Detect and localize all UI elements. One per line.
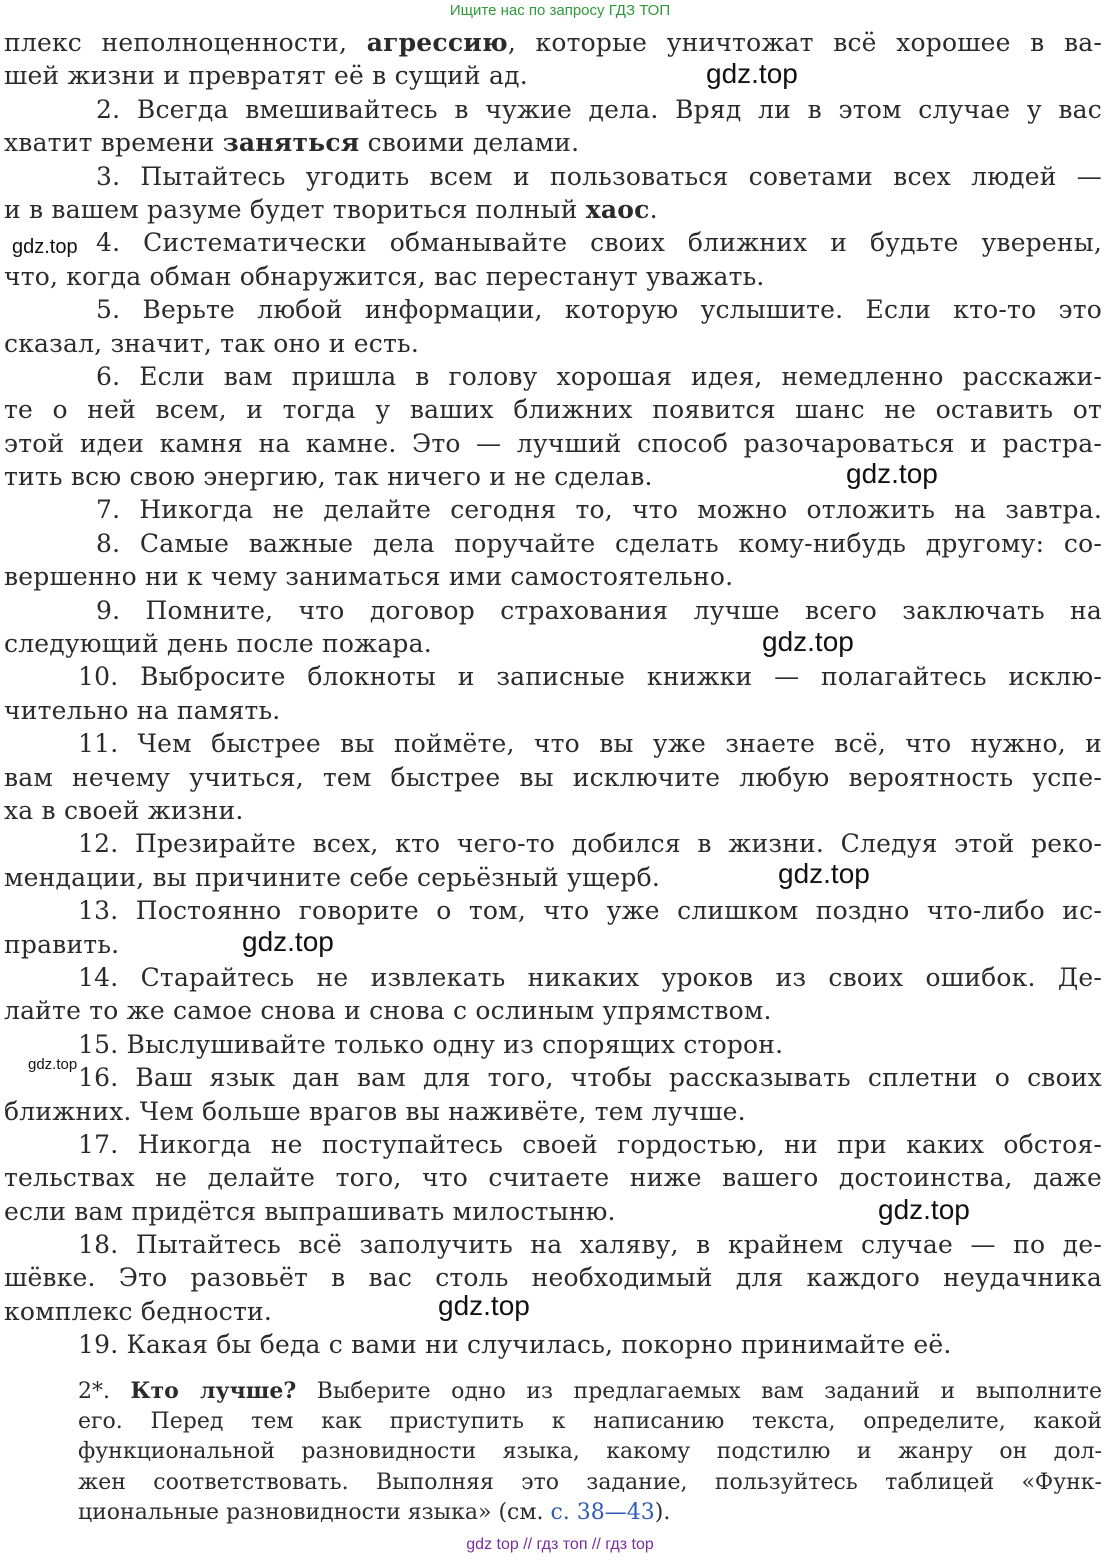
task-line: жен соответствовать. Выполняя это задание, пользуйтесь таблицей «Функ- xyxy=(78,1469,1102,1495)
task-title: Кто лучше? xyxy=(130,1378,297,1404)
watermark: gdz.top xyxy=(762,626,854,657)
item-13: 13. Постоянно говорите о том, что уже слишком поздно что-либо ис- xyxy=(78,896,1102,926)
item-4: 4. Систематически обманывайте своих ближних и будьте уверены, xyxy=(96,228,1102,258)
watermark: gdz.top xyxy=(438,1290,530,1321)
item-19: 19. Какая бы беда с вами ни случилась, покорно принимайте её. xyxy=(78,1330,952,1360)
text-line: комплекс бедности. xyxy=(4,1296,273,1326)
item-16: 16. Ваш язык дан вам для того, чтобы рассказывать сплетни о своих xyxy=(78,1063,1102,1093)
text-line: следующий день после пожара. xyxy=(4,629,432,659)
text-line: ближних. Чем больше врагов вы наживёте, тем лучше. xyxy=(4,1096,746,1126)
text-line: этой идеи камня на камне. Это — лучший способ разочароваться и растра- xyxy=(4,428,1102,458)
text-line: шёвке. Это разовьёт в вас столь необходимый для каждого неудачника xyxy=(4,1263,1102,1293)
item-15: 15. Выслушивайте только одну из спорящих сторон. xyxy=(78,1029,784,1059)
text-line: вершенно ни к чему заниматься ими самостоятельно. xyxy=(4,562,734,592)
task-line: циональные разновидности языка» (см. с. 38—43). xyxy=(78,1500,671,1525)
text-line: плекс неполноценности, агрессию, которые уничтожат всё хорошее в ва- xyxy=(4,28,1102,57)
body-text xyxy=(4,26,1102,1362)
text-line: мендации, вы причините себе серьёзный ущерб. xyxy=(4,862,660,892)
text-line: вам нечему учиться, тем быстрее вы исключите любую вероятность успе- xyxy=(4,762,1102,792)
item-17: 17. Никогда не поступайтесь своей гордостью, ни при каких обстоя- xyxy=(78,1129,1102,1159)
text-line: сказал, значит, так оно и есть. xyxy=(4,328,419,358)
watermark: gdz.top xyxy=(28,1056,78,1073)
item-9: 9. Помните, что договор страхования лучше всего заключать на xyxy=(96,595,1102,625)
item-18: 18. Пытайтесь всё заполучить на халяву, в крайнем случае — по де- xyxy=(78,1230,1102,1260)
item-10: 10. Выбросите блокноты и записные книжки — полагайтесь исклю- xyxy=(78,662,1102,692)
task-line: 2*. Кто лучше? Выберите одно из предлагаемых вам заданий и выполните xyxy=(78,1378,1102,1404)
task-line: его. Перед тем как приступить к написанию текста, определите, какой xyxy=(78,1408,1102,1434)
item-11: 11. Чем быстрее вы поймёте, что вы уже знаете всё, что нужно, и xyxy=(78,729,1102,759)
page-reference-link[interactable]: с. 38—43 xyxy=(550,1500,655,1525)
text-line: шей жизни и превратят её в сущий ад. xyxy=(4,61,528,91)
item-7: 7. Никогда не делайте сегодня то, что можно отложить на завтра. xyxy=(96,495,1102,525)
text-line: если вам придётся выпрашивать милостыню. xyxy=(4,1196,616,1226)
watermark: gdz.top xyxy=(878,1194,970,1225)
text-line: что, когда обман обнаружится, вас перестанут уважать. xyxy=(4,261,765,291)
item-3: 3. Пытайтесь угодить всем и пользоваться советами всех людей — xyxy=(96,161,1102,191)
text-line: чительно на память. xyxy=(4,695,281,725)
item-12: 12. Презирайте всех, кто чего-то добился в жизни. Следуя этой реко- xyxy=(78,829,1102,859)
item-2: 2. Всегда вмешивайтесь в чужие дела. Вряд ли в этом случае у вас xyxy=(96,94,1102,124)
text-line: и в вашем разуме будет твориться полный хаос. xyxy=(4,194,658,224)
text-line: лайте то же самое снова и снова с ослиным упрямством. xyxy=(4,996,772,1026)
text-line: ха в своей жизни. xyxy=(4,795,244,825)
item-5: 5. Верьте любой информации, которую услышите. Если кто-то это xyxy=(96,295,1102,325)
text-line: хватит времени заняться своими делами. xyxy=(4,128,580,158)
item-14: 14. Старайтесь не извлекать никаких уроков из своих ошибок. Де- xyxy=(78,962,1102,992)
watermark: gdz.top xyxy=(242,926,334,957)
task-line: функциональной разновидности языка, какому подстилю и жанру он дол- xyxy=(78,1439,1102,1464)
item-8: 8. Самые важные дела поручайте сделать кому-нибудь другому: со- xyxy=(96,528,1102,558)
bottom-banner[interactable]: gdz top // гдз топ // гдз top xyxy=(466,1536,654,1553)
top-banner[interactable]: Ищите нас по запросу ГДЗ ТОП xyxy=(449,2,671,19)
text-line: тельствах не делайте того, что считаете ниже вашего достоинства, даже xyxy=(4,1163,1102,1193)
text-line: тить всю свою энергию, так ничего и не сделав. xyxy=(4,462,653,492)
watermark: gdz.top xyxy=(846,458,938,489)
watermark: gdz.top xyxy=(706,58,798,89)
watermark: gdz.top xyxy=(12,236,78,258)
text-line: те о ней всем, и тогда у ваших ближних появится шанс не оставить от xyxy=(4,395,1102,425)
task-block xyxy=(78,1376,1102,1529)
item-6: 6. Если вам пришла в голову хорошая идея, немедленно расскажи- xyxy=(96,361,1102,391)
text-line: править. xyxy=(4,929,120,959)
task-number: 2*. xyxy=(78,1379,110,1404)
watermark: gdz.top xyxy=(778,858,870,889)
